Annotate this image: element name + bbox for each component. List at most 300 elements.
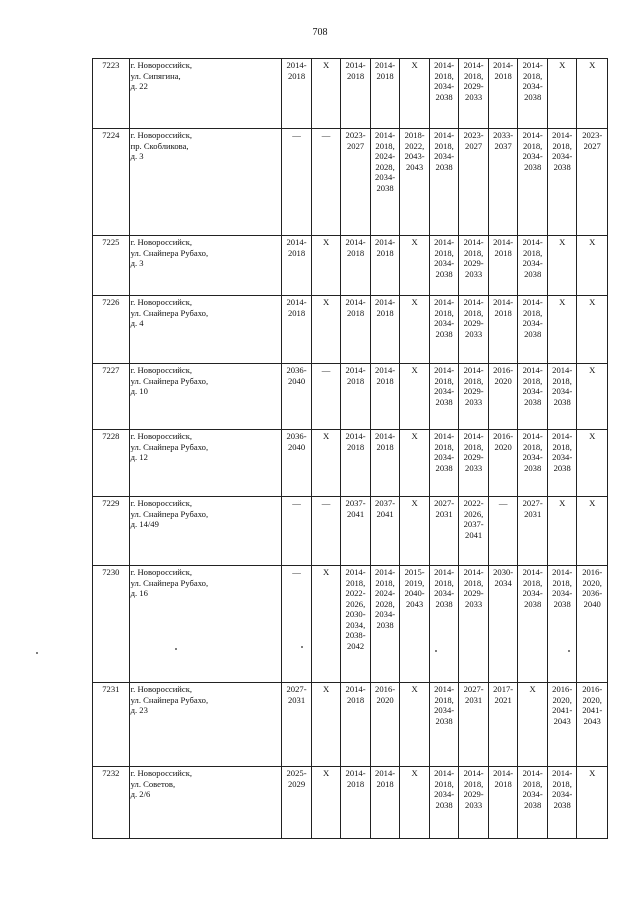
period-cell — [311, 430, 341, 497]
period-cell — [400, 430, 430, 497]
period-line: — — [321, 130, 331, 140]
period-cell — [459, 129, 489, 236]
period-line: 2014- — [345, 297, 366, 307]
period-line: Х — [411, 431, 418, 441]
period-line: 2033 — [465, 799, 483, 810]
address-line: ул. Снайпера Рубахо, — [130, 577, 209, 588]
period-line: 2033- — [493, 130, 514, 140]
period-line: Х — [411, 365, 418, 375]
address-line: ул. Снайпера Рубахо, — [130, 694, 209, 705]
period-cell — [488, 430, 518, 497]
period-line: 2014- — [345, 567, 366, 577]
period-cell — [282, 767, 312, 839]
period-line: 2019, — [404, 577, 425, 588]
period-cell — [282, 364, 312, 430]
period-line: 2014- — [345, 365, 366, 375]
period-line: 2040 — [287, 441, 306, 452]
period-line: 2018 — [346, 247, 365, 258]
period-line: 2014- — [434, 237, 455, 247]
period-line: 2014- — [522, 365, 543, 375]
period-line: 2014- — [434, 297, 455, 307]
period-line: 2034- — [434, 258, 455, 268]
period-line: 2034- — [552, 386, 573, 396]
period-cell — [341, 683, 371, 767]
period-cell — [547, 129, 577, 236]
period-line: 2020 — [494, 375, 512, 386]
period-line: 2018, — [463, 577, 484, 588]
period-line: 2018, — [552, 441, 572, 452]
period-cell — [400, 59, 430, 129]
period-line: Х — [589, 297, 596, 307]
period-line: 2034- — [522, 318, 543, 328]
period-line: 2043 — [583, 715, 601, 726]
period-line: 2034- — [434, 318, 455, 328]
period-line: 2034- — [552, 452, 573, 462]
period-line: Х — [411, 498, 418, 508]
period-cell — [282, 296, 312, 364]
period-cell — [341, 59, 371, 129]
period-line: 2022- — [345, 588, 366, 598]
period-line: 2034- — [522, 452, 543, 462]
period-line: 2018, — [375, 140, 395, 151]
period-cell — [547, 236, 577, 296]
period-line: 2014- — [552, 365, 573, 375]
period-cell — [577, 683, 608, 767]
period-line: 2038 — [524, 268, 542, 279]
period-line: 2034- — [522, 258, 543, 268]
period-line: 2018 — [376, 441, 394, 452]
period-line: 2034- — [375, 609, 396, 619]
period-line: Х — [559, 297, 566, 307]
scan-speck — [435, 650, 437, 652]
period-line: 2014- — [463, 567, 484, 577]
period-cell — [577, 129, 608, 236]
period-line: 2031 — [524, 508, 542, 519]
period-cell — [341, 296, 371, 364]
period-line: 2014- — [493, 768, 514, 778]
period-cell — [341, 767, 371, 839]
period-line: Х — [589, 60, 596, 70]
period-line: 2026, — [345, 598, 366, 609]
period-cell — [488, 129, 518, 236]
period-line: 2034- — [522, 588, 543, 598]
period-line: 2022- — [463, 498, 484, 508]
period-line: Х — [411, 297, 418, 307]
period-cell — [518, 767, 548, 839]
address-line: ул. Сипягина, — [130, 70, 181, 81]
period-line: Х — [589, 237, 596, 247]
period-line: 2033 — [465, 268, 483, 279]
period-cell — [577, 364, 608, 430]
period-line: 2014- — [345, 60, 366, 70]
period-cell — [370, 497, 400, 566]
period-cell — [577, 430, 608, 497]
period-line: 2014- — [375, 431, 396, 441]
period-line: 2018, — [463, 778, 484, 789]
period-cell — [518, 566, 548, 683]
period-cell — [341, 129, 371, 236]
period-cell — [459, 566, 489, 683]
period-cell — [400, 129, 430, 236]
period-line: 2023- — [345, 130, 366, 140]
period-line: 2018, — [463, 247, 484, 258]
period-line: 2043 — [406, 598, 424, 609]
period-line: 2037- — [463, 519, 484, 529]
period-line: 2018, — [463, 70, 484, 81]
period-cell — [370, 129, 400, 236]
address-line: г. Новороссийск, — [130, 237, 193, 247]
period-line: 2038 — [376, 182, 394, 193]
period-cell — [459, 430, 489, 497]
period-line: 2018, — [552, 577, 572, 588]
address-cell — [129, 683, 282, 767]
period-line: 2018, — [522, 307, 543, 318]
period-line: 2018, — [522, 140, 543, 151]
period-line: 2014- — [522, 130, 543, 140]
period-line: 2016- — [582, 567, 603, 577]
record-number: 7230 — [93, 566, 130, 683]
period-line: Х — [559, 498, 566, 508]
period-cell — [459, 683, 489, 767]
period-line: 2023- — [582, 130, 603, 140]
period-line: 2018, — [522, 778, 543, 789]
period-cell — [370, 767, 400, 839]
period-line: 2018, — [463, 375, 484, 386]
period-line: 2014- — [493, 60, 514, 70]
address-cell — [129, 236, 282, 296]
period-line: 2038 — [524, 799, 542, 810]
table-row — [93, 364, 608, 430]
period-line: Х — [322, 237, 330, 247]
period-cell — [547, 296, 577, 364]
period-line: 2018 — [287, 307, 306, 318]
period-line: 2014- — [493, 297, 514, 307]
period-cell — [577, 566, 608, 683]
address-cell — [129, 364, 282, 430]
period-line: Х — [589, 365, 596, 375]
period-line: 2040 — [287, 375, 306, 386]
period-line: 2018, — [434, 375, 454, 386]
period-cell — [518, 296, 548, 364]
period-cell — [311, 497, 341, 566]
address-line: г. Новороссийск, — [130, 567, 193, 577]
scan-speck — [175, 648, 177, 650]
period-cell — [429, 430, 459, 497]
period-line: 2033 — [465, 598, 483, 609]
period-line: 2038 — [553, 161, 571, 172]
period-cell — [311, 566, 341, 683]
period-line: Х — [322, 768, 330, 778]
period-cell — [370, 364, 400, 430]
period-line: Х — [322, 60, 330, 70]
period-line: 2033 — [465, 328, 483, 339]
table-row — [93, 296, 608, 364]
period-line: 2033 — [465, 91, 483, 102]
record-number: 7232 — [93, 767, 130, 839]
period-line: 2037 — [494, 140, 512, 151]
record-number: 7225 — [93, 236, 130, 296]
period-line: 2018, — [434, 140, 454, 151]
period-line: 2014- — [463, 365, 484, 375]
period-line: 2018, — [434, 778, 454, 789]
period-cell — [547, 566, 577, 683]
period-line: 2033 — [465, 462, 483, 473]
period-cell — [311, 59, 341, 129]
period-line: 2034, — [345, 619, 366, 630]
period-cell — [311, 296, 341, 364]
period-line: 2016- — [375, 684, 396, 694]
period-line: 2042 — [346, 640, 365, 651]
address-line: г. Новороссийск, — [130, 768, 193, 778]
period-line: 2014- — [463, 237, 484, 247]
period-cell — [370, 683, 400, 767]
period-cell — [518, 236, 548, 296]
period-line: 2043- — [404, 151, 425, 161]
period-cell — [400, 683, 430, 767]
period-line: 2027 — [465, 140, 483, 151]
period-line: 2034- — [434, 588, 455, 598]
period-line: 2037- — [345, 498, 366, 508]
period-cell — [429, 364, 459, 430]
record-number: 7231 — [93, 683, 130, 767]
period-cell — [488, 497, 518, 566]
period-cell — [577, 497, 608, 566]
period-cell — [400, 566, 430, 683]
period-line: 2027- — [463, 684, 484, 694]
period-line: 2034- — [552, 151, 573, 161]
period-line: 2018 — [376, 375, 394, 386]
period-line: 2024- — [375, 151, 396, 161]
period-line: 2014- — [345, 431, 366, 441]
period-cell — [282, 236, 312, 296]
period-line: 2038 — [524, 328, 542, 339]
period-line: 2027 — [346, 140, 365, 151]
period-line: 2038 — [524, 598, 542, 609]
period-line: 2027- — [286, 684, 307, 694]
period-cell — [488, 236, 518, 296]
period-line: 2018 — [346, 441, 365, 452]
period-cell — [518, 430, 548, 497]
period-cell — [341, 364, 371, 430]
address-cell — [129, 767, 282, 839]
period-line: Х — [559, 60, 566, 70]
period-cell — [311, 767, 341, 839]
period-line: 2034- — [522, 789, 543, 799]
period-cell — [459, 767, 489, 839]
period-line: 2029- — [463, 789, 484, 799]
period-line: 2038 — [435, 462, 453, 473]
period-cell — [370, 566, 400, 683]
table-row — [93, 129, 608, 236]
period-cell — [341, 497, 371, 566]
period-line: 2038 — [435, 91, 453, 102]
period-cell — [577, 59, 608, 129]
period-line: 2014- — [522, 431, 543, 441]
period-line: 2018 — [494, 70, 512, 81]
period-line: 2018, — [552, 140, 572, 151]
period-line: 2022, — [404, 140, 425, 151]
address-line: д. 14/49 — [130, 519, 159, 529]
period-line: 2023- — [463, 130, 484, 140]
period-line: 2038 — [553, 462, 571, 473]
period-cell — [429, 767, 459, 839]
table-row — [93, 683, 608, 767]
period-line: 2014- — [345, 237, 366, 247]
period-line: 2018 — [494, 307, 512, 318]
address-line: г. Новороссийск, — [130, 365, 193, 375]
address-line: д. 22 — [130, 81, 148, 91]
period-line: 2014- — [375, 768, 396, 778]
period-cell — [341, 566, 371, 683]
period-cell — [488, 566, 518, 683]
period-line: 2018 — [346, 778, 365, 789]
period-cell — [429, 129, 459, 236]
period-cell — [429, 296, 459, 364]
period-line: 2034- — [552, 789, 573, 799]
period-line: 2029- — [463, 386, 484, 396]
period-line: 2018, — [522, 577, 543, 588]
period-line: 2018, — [552, 778, 572, 789]
period-cell — [282, 430, 312, 497]
period-cell — [518, 129, 548, 236]
period-cell — [311, 683, 341, 767]
period-cell — [518, 683, 548, 767]
period-line: Х — [411, 768, 418, 778]
period-cell — [488, 59, 518, 129]
period-line: 2016- — [493, 431, 514, 441]
period-line: 2018 — [376, 307, 394, 318]
period-line: 2030- — [493, 567, 514, 577]
period-line: 2034- — [552, 588, 573, 598]
address-line: ул. Снайпера Рубахо, — [130, 307, 209, 318]
period-cell — [488, 364, 518, 430]
record-number: 7224 — [93, 129, 130, 236]
period-line: 2014- — [463, 431, 484, 441]
period-cell — [282, 566, 312, 683]
period-cell — [518, 497, 548, 566]
period-line: 2018, — [522, 375, 543, 386]
period-line: 2020 — [376, 694, 394, 705]
period-cell — [341, 430, 371, 497]
period-cell — [400, 296, 430, 364]
period-line: 2014- — [345, 684, 366, 694]
period-line: 2029 — [287, 778, 306, 789]
period-line: 2036- — [286, 431, 307, 441]
period-line: 2040- — [404, 588, 425, 598]
period-line: 2034- — [434, 81, 455, 91]
period-line: 2029- — [463, 452, 484, 462]
address-line: д. 12 — [130, 452, 148, 462]
period-line: 2018 — [287, 70, 306, 81]
period-line: 2018, — [463, 307, 484, 318]
period-line: 2018, — [434, 70, 454, 81]
period-cell — [577, 767, 608, 839]
period-line: 2018 — [287, 247, 306, 258]
period-line: Х — [411, 684, 418, 694]
period-cell — [488, 683, 518, 767]
period-line: Х — [322, 684, 330, 694]
address-cell — [129, 59, 282, 129]
period-line: — — [498, 498, 508, 508]
period-line: 2038 — [524, 91, 542, 102]
period-line: 2038 — [435, 799, 453, 810]
period-line: 2034- — [434, 705, 455, 715]
period-line: Х — [589, 768, 596, 778]
period-line: 2014- — [286, 297, 307, 307]
period-line: 2014- — [434, 567, 455, 577]
repair-schedule-table — [92, 58, 608, 839]
table-body — [93, 59, 608, 839]
period-line: 2014- — [375, 567, 396, 577]
period-line: 2014- — [434, 130, 455, 140]
period-line: 2034- — [522, 386, 543, 396]
address-line: ул. Снайпера Рубахо, — [130, 508, 209, 519]
period-cell — [282, 59, 312, 129]
period-line: 2016- — [582, 684, 603, 694]
period-line: 2034- — [434, 452, 455, 462]
period-line: — — [292, 130, 301, 140]
period-line: 2020, — [552, 694, 572, 705]
period-line: 2038 — [376, 619, 394, 630]
period-line: 2014- — [375, 365, 396, 375]
period-cell — [547, 364, 577, 430]
period-cell — [400, 236, 430, 296]
period-line: 2014- — [434, 768, 455, 778]
period-line: 2018 — [376, 778, 394, 789]
period-line: 2014- — [463, 768, 484, 778]
period-line: 2036- — [582, 588, 603, 598]
period-cell — [370, 430, 400, 497]
period-line: 2018, — [345, 577, 366, 588]
period-line: 2018, — [434, 694, 454, 705]
period-cell — [459, 236, 489, 296]
period-line: 2018, — [463, 441, 484, 452]
period-cell — [518, 364, 548, 430]
period-line: 2018, — [434, 441, 454, 452]
period-line: — — [292, 567, 301, 577]
period-line: 2018, — [434, 577, 454, 588]
address-cell — [129, 430, 282, 497]
period-line: 2020, — [582, 577, 602, 588]
period-line: 2038- — [345, 630, 366, 640]
period-cell — [370, 236, 400, 296]
address-line: ул. Снайпера Рубахо, — [130, 247, 209, 258]
period-cell — [459, 497, 489, 566]
period-line: 2038 — [435, 598, 453, 609]
period-line: 2038 — [524, 396, 542, 407]
address-line: пр. Скобликова, — [130, 140, 189, 151]
period-line: 2020 — [494, 441, 512, 452]
period-line: 2014- — [375, 60, 396, 70]
period-line: 2034 — [494, 577, 512, 588]
period-line: 2018 — [494, 778, 512, 789]
address-cell — [129, 497, 282, 566]
address-line: г. Новороссийск, — [130, 60, 193, 70]
period-line: 2041- — [582, 705, 603, 715]
address-line: д. 3 — [130, 258, 144, 268]
period-cell — [400, 767, 430, 839]
period-line: 2029- — [463, 81, 484, 91]
period-line: 2024- — [375, 588, 396, 598]
address-line: д. 10 — [130, 386, 148, 396]
period-cell — [459, 59, 489, 129]
address-line: г. Новороссийск, — [130, 297, 193, 307]
period-line: 2036- — [286, 365, 307, 375]
table-row — [93, 236, 608, 296]
period-line: 2014- — [434, 60, 455, 70]
period-cell — [488, 296, 518, 364]
page-number: 708 — [312, 27, 328, 38]
